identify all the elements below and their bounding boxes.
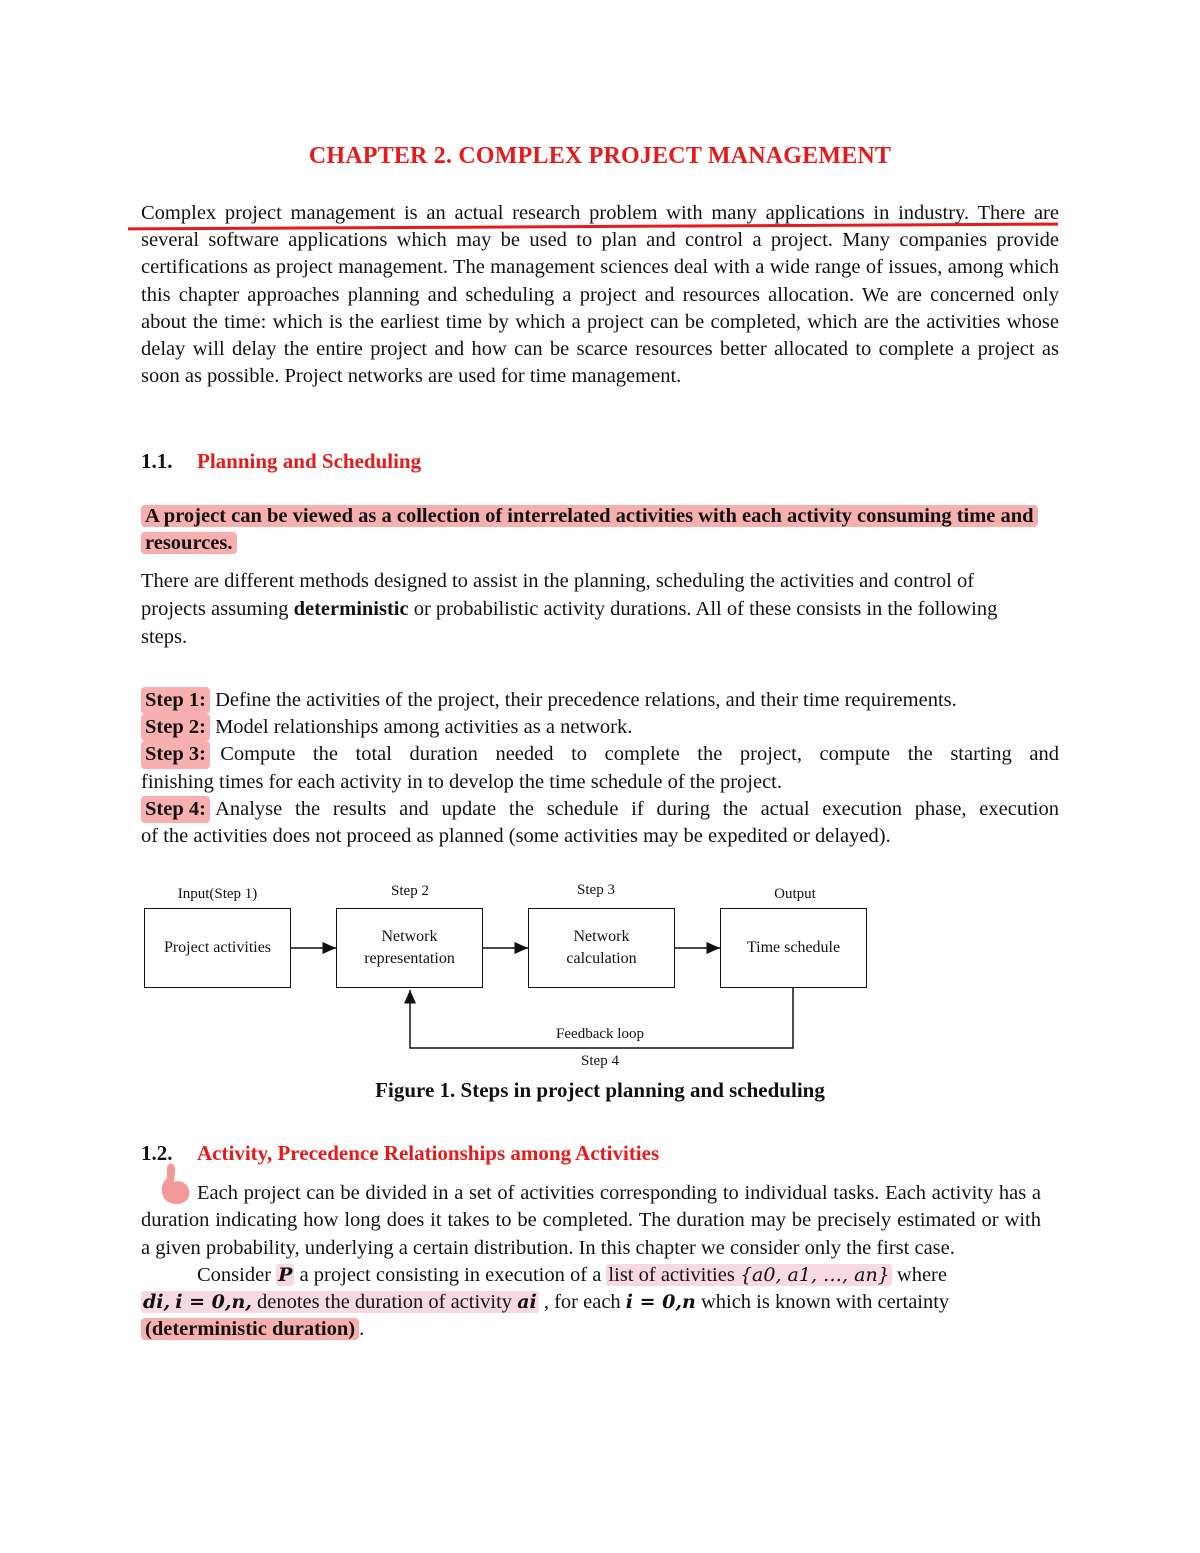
math-ai: ai: [517, 1291, 537, 1314]
box-text-line2: calculation: [566, 950, 637, 967]
activity-paragraph: [141, 1180, 1041, 1344]
definition-text: A project can be viewed as a collection of interrelated activities with each activity consuming time and resources.: [141, 505, 1038, 554]
math-d: di,: [143, 1291, 171, 1314]
box-text-line1: Network: [573, 928, 630, 945]
step-4-continuation: of the activities does not proceed as planned (some activities may be expedited or delayed).: [141, 825, 891, 848]
label-output: Output: [774, 886, 816, 902]
activity-paragraph-text: Each project can be divided in a set of activities corresponding to individual tasks. Each activity has a duration indicating how long does it takes to be completed. The duration may be precisely estimated or with a given probability, underlying a certain distribution. In this chapter we consider only the first case.: [141, 1182, 1041, 1259]
consider-text: , for each: [543, 1291, 621, 1314]
intro-first-sentence: Complex project management is an actual research problem with many applications in industry.: [141, 202, 970, 224]
step-text: Define the activities of the project, their precedence relations, and their time requirements.: [215, 689, 957, 711]
chapter-title: CHAPTER 2. COMPLEX PROJECT MANAGEMENT: [308, 143, 892, 169]
section-title: Activity, Precedence Relationships among Activities: [197, 1141, 660, 1165]
methods-text-before: There are different methods designed to assist in the planning, scheduling the activities and control of projects assuming: [141, 570, 975, 620]
box-text: Project activities: [163, 939, 272, 956]
step-label: Step 2:: [141, 714, 210, 741]
step-text: Model relationships among activities as a network.: [215, 716, 633, 739]
step-text: Analyse the results and update the schedule if during the actual execution phase, execution: [215, 797, 1059, 820]
figure-caption: Figure 1. Steps in project planning and scheduling: [375, 1078, 825, 1102]
section-1-2-heading: [141, 1141, 659, 1166]
box-text-line2: representation: [364, 950, 455, 967]
consider-text: which is known with certainty: [700, 1291, 950, 1314]
label-step2: Step 2: [391, 883, 429, 899]
math-p: P: [278, 1263, 293, 1286]
label-feedback: Feedback loop: [556, 1026, 644, 1042]
hl-deterministic-duration: (deterministic duration): [141, 1318, 359, 1340]
step-label: Step 4:: [141, 796, 210, 823]
label-step4: Step 4: [581, 1053, 619, 1069]
consider-line-2: [141, 1289, 949, 1316]
hl-duration: [141, 1291, 539, 1313]
math-set: {a0, a1, …, an}: [739, 1263, 890, 1286]
math-range: i = 0,n,: [175, 1291, 252, 1314]
consider-paragraph: [141, 1262, 1041, 1344]
step-3-continuation: finishing times for each activity in to develop the time schedule of the project.: [141, 770, 783, 793]
section-number: 1.2.: [141, 1141, 173, 1165]
methods-text-after: or probabilistic activity durations. All of these consists in the following steps.: [141, 598, 998, 648]
consider-line-3: [141, 1316, 364, 1343]
math-range: i = 0,n: [625, 1291, 696, 1314]
hl-text: list of activities: [608, 1263, 735, 1286]
step-label: Step 1:: [141, 687, 210, 714]
label-input: Input(Step 1): [177, 886, 258, 902]
step-label: Step 3:: [141, 741, 210, 768]
box-text-line1: Network: [381, 928, 438, 945]
hl-text: denotes the duration of activity: [257, 1291, 513, 1314]
step-text: Compute the total duration needed to complete the project, compute the starting and: [220, 743, 1059, 766]
deterministic-bold: deterministic: [293, 598, 409, 620]
consider-text: where: [896, 1263, 947, 1286]
consider-text: Consider: [197, 1263, 272, 1286]
section-title: Planning and Scheduling: [197, 449, 422, 473]
intro-rest: There are several software applications which may be used to plan and control a project. Many companies provide certifications as project management. The management sciences deal with a wide range of issues, among which this chapter approaches planning and scheduling a project and resources allocation. We are concerned only about the time: which is the earliest time by which a project can be completed, which are the activities whose delay will delay the entire project and how can be scarce resources better allocated to complete a project as soon as possible. Project networks are used for time management.: [141, 202, 1059, 388]
consider-text: .: [359, 1318, 365, 1341]
consider-text: a project consisting in execution of a: [299, 1263, 602, 1286]
section-number: 1.1.: [141, 449, 173, 473]
label-step3: Step 3: [577, 882, 615, 898]
hl-list-of-activities: [606, 1264, 891, 1286]
box-text: Time schedule: [746, 939, 841, 956]
